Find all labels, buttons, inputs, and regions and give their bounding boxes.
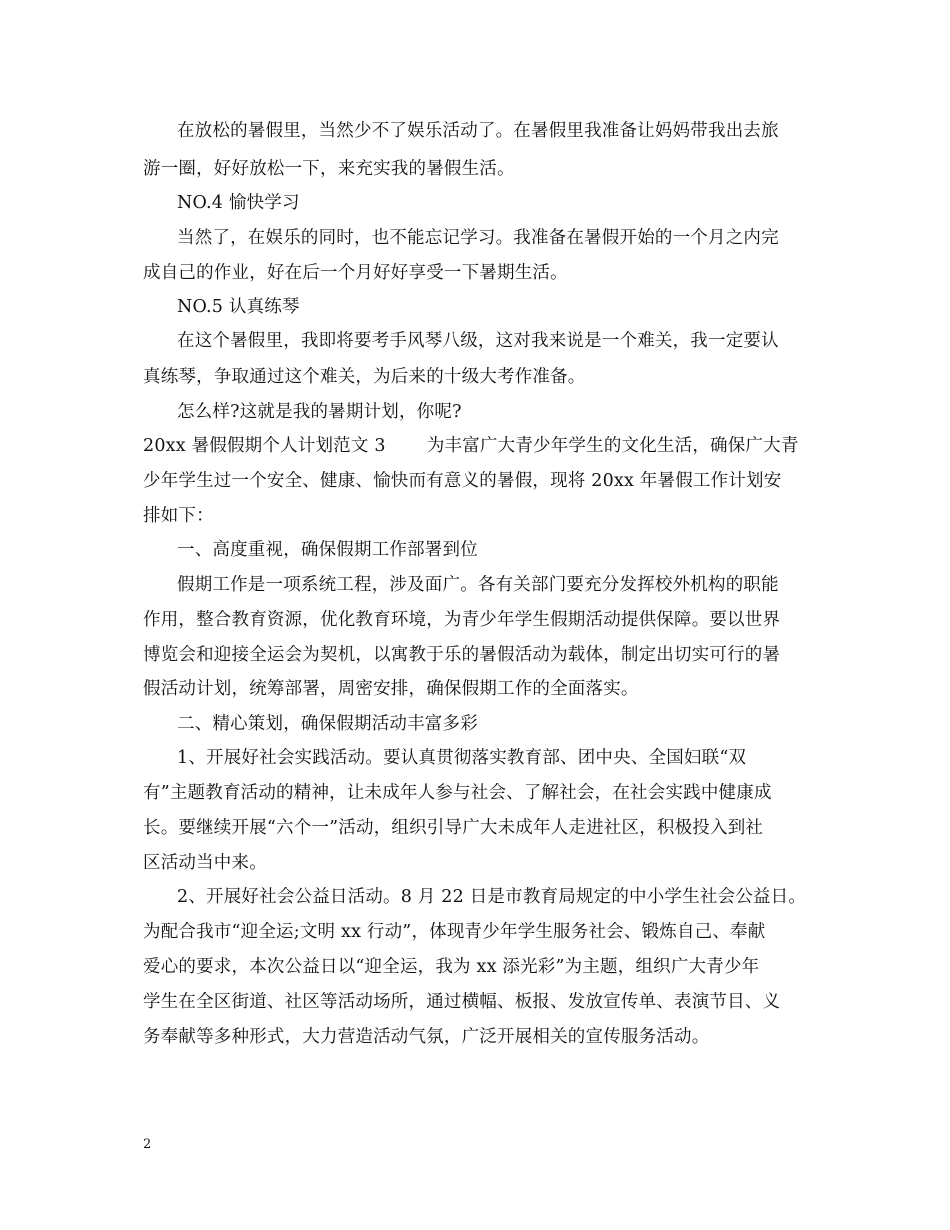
paragraph-line: 假期工作是一项系统工程，涉及面广。各有关部门要充分发挥校外机构的职能 <box>177 575 779 595</box>
paragraph-line: 在这个暑假里，我即将要考手风琴八级，这对我来说是一个难关，我一定要认 <box>177 331 779 351</box>
paragraph-line: 排如下： <box>143 506 214 526</box>
paragraph-line: 作用，整合教育资源，优化教育环境，为青少年学生假期活动提供保障。要以世界 <box>143 610 781 630</box>
paragraph-line: 游一圈，好好放松一下，来充实我的暑假生活。 <box>143 159 515 179</box>
paragraph-line: 在放松的暑假里，当然少不了娱乐活动了。在暑假里我准备让妈妈带我出去旅 <box>177 121 779 141</box>
section-heading: NO.5 认真练琴 <box>177 297 300 317</box>
paragraph-line: 怎么样?这就是我的暑期计划，你呢? <box>177 402 462 422</box>
section-heading: 二、精心策划，确保假期活动丰富多彩 <box>177 714 478 734</box>
paragraph-line: 爱心的要求，本次公益日以“迎全运，我为 xx 添光彩”为主题，组织广大青少年 <box>143 957 760 977</box>
paragraph-line: 1、开展好社会实践活动。要认真贯彻落实教育部、团中央、全国妇联“双 <box>177 748 747 768</box>
paragraph-line: 真练琴，争取通过这个难关，为后来的十级大考作准备。 <box>143 367 586 387</box>
paragraph-line: 长。要继续开展“六个一”活动，组织引导广大未成年人走进社区，积极投入到社 <box>143 818 764 838</box>
paragraph-line: 务奉献等多种形式，大力营造活动气氛，广泛开展相关的宣传服务活动。 <box>143 1027 710 1047</box>
paragraph-line: 成自己的作业，好在后一个月好好享受一下暑期生活。 <box>143 263 568 283</box>
paragraph-line: 学生在全区街道、社区等活动场所，通过横幅、板报、发放宣传单、表演节目、义 <box>143 992 781 1012</box>
paragraph-line: 区活动当中来。 <box>143 853 267 873</box>
paragraph-line: 假活动计划，统筹部署，周密安排，确保假期工作的全面落实。 <box>143 679 639 699</box>
paragraph-line: 为配合我市“迎全运;文明 xx 行动”，体现青少年学生服务社会、锻炼自己、奉献 <box>143 922 766 942</box>
paragraph-line: 少年学生过一个安全、健康、愉快而有意义的暑假，现将 20xx 年暑假工作计划安 <box>143 471 782 491</box>
section-heading: 一、高度重视，确保假期工作部署到位 <box>177 540 478 560</box>
paragraph-line: 有”主题教育活动的精神，让未成年人参与社会、了解社会，在社会实践中健康成 <box>143 783 772 803</box>
page-number: 2 <box>143 1137 152 1152</box>
paragraph-line: 20xx 暑假假期个人计划范文 3 为丰富广大青少年学生的文化生活，确保广大青 <box>143 436 799 456</box>
paragraph-line: 当然了，在娱乐的同时，也不能忘记学习。我准备在暑假开始的一个月之内完 <box>177 228 779 248</box>
paragraph-line: 2、开展好社会公益日活动。8 月 22 日是市教育局规定的中小学生社会公益日。 <box>177 887 807 907</box>
section-heading: NO.4 愉快学习 <box>177 193 300 213</box>
paragraph-line: 博览会和迎接全运会为契机，以寓教于乐的暑假活动为载体，制定出切实可行的暑 <box>143 645 781 665</box>
